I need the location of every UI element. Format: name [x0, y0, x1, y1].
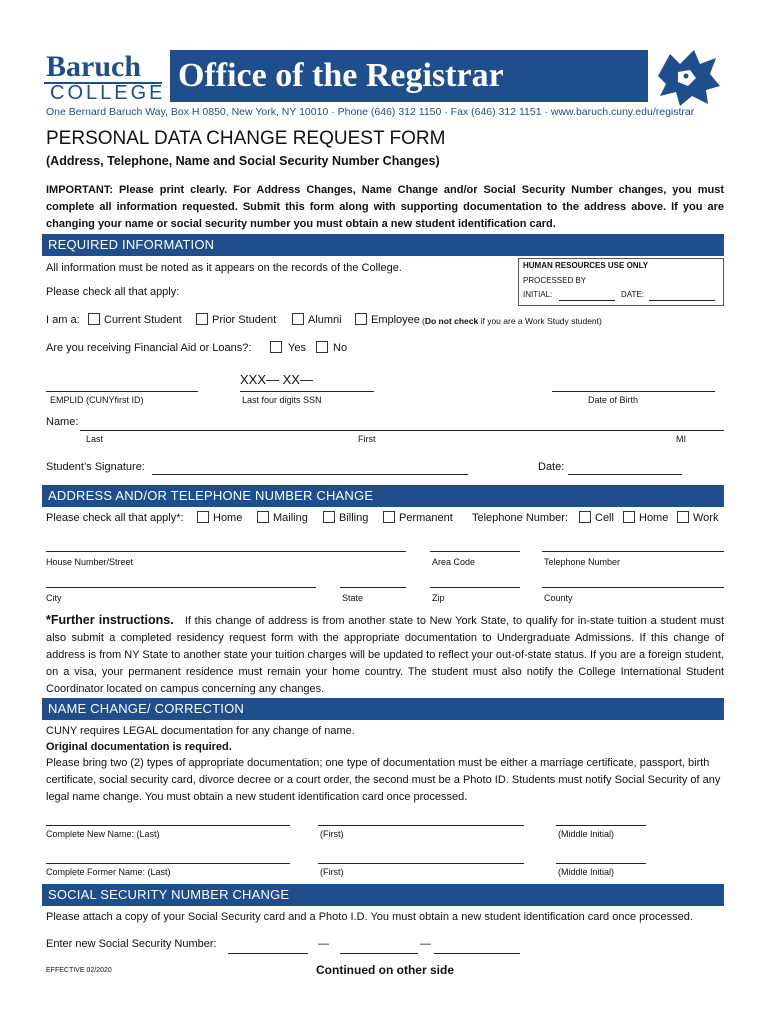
office-banner: Office of the Registrar [170, 50, 648, 102]
aid-yes-label: Yes [288, 342, 306, 354]
important-note: IMPORTANT: Please print clearly. For Address Changes, Name Change and/or Social Security Number changes, you must complete all information requested. Submit this form along with supporting documentation to the address above. If you are changing your name or social security number you must obtain a new student identification card. [46, 184, 724, 230]
i-am-label: I am a: [46, 314, 80, 326]
tel-cell-checkbox[interactable] [579, 511, 591, 523]
ssn-last4-field[interactable] [240, 391, 374, 392]
name-field[interactable] [80, 430, 724, 431]
name-mi-label: MI [676, 434, 686, 444]
hr-date: DATE: [621, 290, 644, 299]
prior-student-checkbox[interactable] [196, 313, 208, 325]
logo-divider [44, 82, 162, 84]
section-ssn-heading: SOCIAL SECURITY NUMBER CHANGE [42, 884, 724, 906]
new-ssn-label: Enter new Social Security Number: [46, 938, 217, 950]
former-middle-initial-label: (Middle Initial) [558, 867, 615, 877]
ssn-dash-1: — [318, 938, 329, 950]
addr-home-label: Home [213, 512, 243, 524]
ssn-part3-field[interactable] [434, 953, 520, 954]
county-label: County [544, 593, 573, 603]
current-student-label: Current Student [104, 314, 182, 326]
employee-checkbox[interactable] [355, 313, 367, 325]
aid-yes-checkbox[interactable] [270, 341, 282, 353]
current-student-checkbox[interactable] [88, 313, 100, 325]
name-last-label: Last [86, 434, 104, 444]
emplid-field[interactable] [46, 391, 198, 392]
addr-permanent-label: Permanent [399, 512, 453, 524]
effective-date: EFFECTIVE 02/2020 [46, 967, 112, 974]
hr-use-only-box [518, 258, 724, 306]
addr-permanent-checkbox[interactable] [383, 511, 395, 523]
form-subtitle: (Address, Telephone, Name and Social Security Number Changes) [46, 154, 440, 168]
tel-work-label: Work [693, 512, 719, 524]
addr-billing-checkbox[interactable] [323, 511, 335, 523]
telephone-number-label: Telephone Number [544, 557, 621, 567]
hr-processed: PROCESSED BY [523, 276, 587, 285]
aid-no-checkbox[interactable] [316, 341, 328, 353]
prior-student-label: Prior Student [212, 314, 277, 326]
addr-home-checkbox[interactable] [197, 511, 209, 523]
section-address-heading: ADDRESS AND/OR TELEPHONE NUMBER CHANGE [42, 485, 724, 507]
ssn-dash-2: — [420, 938, 431, 950]
zip-label: Zip [432, 593, 445, 603]
former-last-name-label: Complete Former Name: (Last) [46, 867, 171, 877]
new-last-name-label: Complete New Name: (Last) [46, 829, 160, 839]
house-street-label: House Number/Street [46, 557, 134, 567]
name-legal-note: CUNY requires LEGAL documentation for any change of name. [46, 725, 355, 737]
county-field[interactable] [542, 587, 724, 588]
financial-aid-question: Are you receiving Financial Aid or Loans?: [46, 342, 252, 354]
hr-initial: INITIAL: [523, 290, 553, 299]
emplid-label: EMPLID (CUNYfirst ID) [50, 395, 144, 405]
last4-label: Last four digits SSN [242, 395, 322, 405]
name-label: Name: [46, 416, 79, 428]
city-field[interactable] [46, 587, 316, 588]
employee-note: (Do not check if you are a Work Study student) [422, 316, 602, 326]
ssn-attach-note: Please attach a copy of your Social Security card and a Photo I.D. You must obtain a new student identification card once processed. [46, 911, 693, 923]
area-code-field[interactable] [430, 551, 520, 552]
tel-home-checkbox[interactable] [623, 511, 635, 523]
address-check-all-label: Please check all that apply*: [46, 512, 184, 524]
house-street-field[interactable] [46, 551, 406, 552]
former-middle-initial-field[interactable] [556, 863, 646, 864]
tel-home-label: Home [639, 512, 669, 524]
alumni-label: Alumni [308, 314, 342, 326]
state-field[interactable] [340, 587, 406, 588]
dob-label: Date of Birth [588, 395, 639, 405]
new-middle-initial-field[interactable] [556, 825, 646, 826]
hr-initial-line[interactable] [559, 300, 615, 301]
further-instructions: *Further instructions. If this change of address is from another state to New York State, to qualify for in-state tuition a student must also submit a completed residency request form with the appropriate documentation to Undergraduate Admissions. If this change of address is from NY State to another state your tuition charges will be updated to reflect your out-of-state status. If you are a foreign student, on a visa, your permanent residence must remain your home country. The student must also notify the College International Student Coordinator located on campus concerning any changes. [46, 613, 725, 695]
continued-note: Continued on other side [316, 963, 454, 977]
name-doc-instructions: Please bring two (2) types of appropriate documentation; one type of documentation must be either a marriage certificate, passport, birth certificate, social security card, divorce decree or a court order, the second must be a Photo ID. Students must notify Social Security of any legal name change. You must obtain a new student identification card once processed. [46, 757, 721, 803]
form-title: PERSONAL DATA CHANGE REQUEST FORM [46, 128, 446, 149]
city-label: City [46, 593, 62, 603]
hr-date-line[interactable] [649, 300, 715, 301]
signature-date-field[interactable] [568, 474, 682, 475]
office-address: One Bernard Baruch Way, Box H 0850, New York, NY 10010 · Phone (646) 312 1150 · Fax (646) 312 1151 · www.baruch.cuny.edu/registrar [46, 106, 695, 118]
records-note: All information must be noted as it appears on the records of the College. [46, 262, 402, 274]
signature-label: Student’s Signature: [46, 461, 145, 473]
zip-field[interactable] [430, 587, 520, 588]
aid-no-label: No [333, 342, 348, 354]
section-name-change-heading: NAME CHANGE/ CORRECTION [42, 698, 724, 720]
telephone-number-field[interactable] [542, 551, 724, 552]
bearcat-mascot-icon [650, 46, 722, 108]
new-first-name-field[interactable] [318, 825, 524, 826]
signature-field[interactable] [152, 474, 468, 475]
name-first-label: First [358, 434, 376, 444]
addr-mailing-checkbox[interactable] [257, 511, 269, 523]
telephone-type-label: Telephone Number: [472, 512, 569, 524]
ssn-part2-field[interactable] [340, 953, 418, 954]
tel-work-checkbox[interactable] [677, 511, 689, 523]
ssn-part1-field[interactable] [228, 953, 308, 954]
addr-mailing-label: Mailing [273, 512, 308, 524]
check-all-label: Please check all that apply: [46, 286, 180, 298]
original-doc-note: Original documentation is required. [46, 741, 232, 753]
alumni-checkbox[interactable] [292, 313, 304, 325]
state-label: State [342, 593, 364, 603]
new-middle-initial-label: (Middle Initial) [558, 829, 615, 839]
hr-title: HUMAN RESOURCES USE ONLY [523, 261, 649, 270]
dob-field[interactable] [552, 391, 715, 392]
signature-date-label: Date: [538, 461, 565, 473]
tel-cell-label: Cell [595, 512, 614, 524]
former-first-name-label: (First) [320, 867, 344, 877]
addr-billing-label: Billing [339, 512, 369, 524]
employee-label: Employee [371, 314, 420, 326]
former-last-name-field[interactable] [46, 863, 290, 864]
new-first-name-label: (First) [320, 829, 344, 839]
former-first-name-field[interactable] [318, 863, 524, 864]
ssn-prefix: XXX— XX— [240, 372, 313, 387]
new-last-name-field[interactable] [46, 825, 290, 826]
logo-baruch: Baruch [46, 50, 142, 83]
logo-college: COLLEGE [50, 82, 166, 104]
section-required-heading: REQUIRED INFORMATION [42, 234, 724, 256]
area-code-label: Area Code [432, 557, 476, 567]
